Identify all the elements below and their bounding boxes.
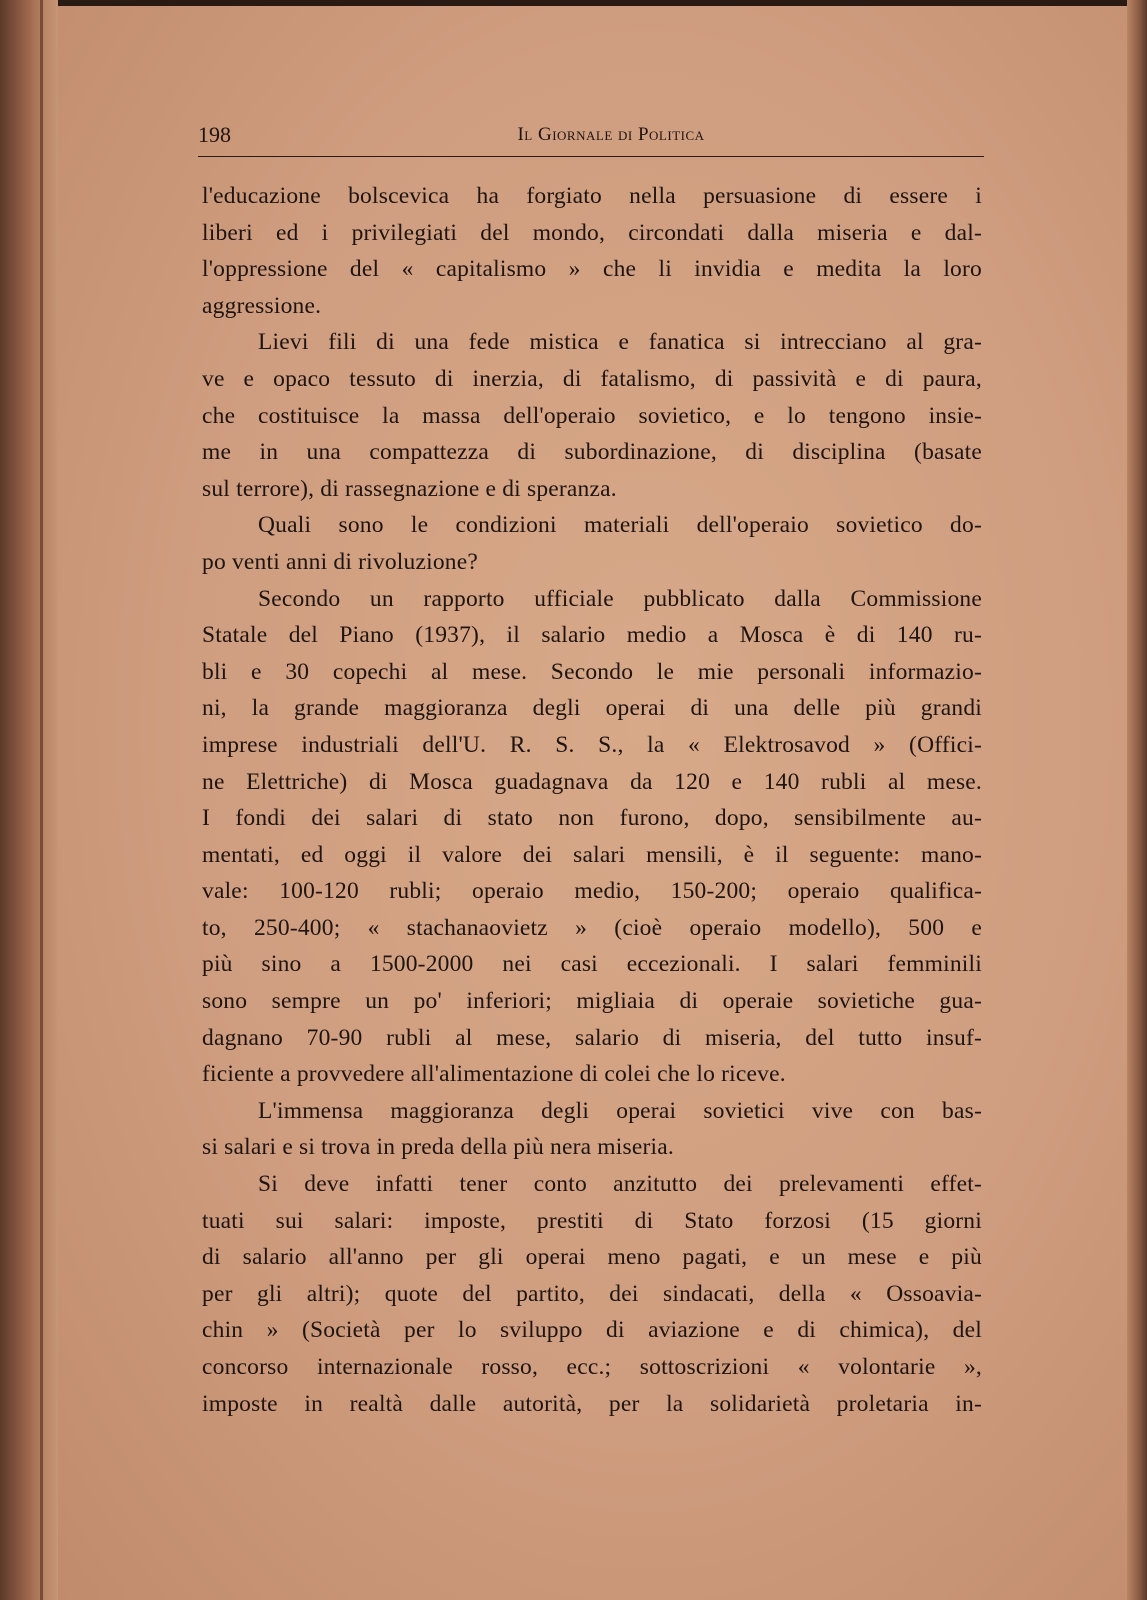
text-line: Statale del Piano (1937), il salario medio a Mosca è di 140 ru- [202,622,982,649]
text-line: si salari e si trova in preda della più nera miseria. [202,1134,674,1161]
text-line: imposte in realtà dalle autorità, per la solidarietà proletaria in- [202,1390,982,1417]
book-binding [0,0,58,1600]
text-line: che costituisce la massa dell'operaio sovietico, e lo tengono insie- [202,402,982,429]
text-line: chin » (Società per lo sviluppo di aviazione e di chimica), del [202,1317,982,1344]
text-line: più sino a 1500-2000 nei casi eccezionali. I salari femminili [202,951,982,978]
journal-title: Il Giornale di Politica [517,124,705,145]
text-line: bli e 30 copechi al mese. Secondo le mie personali informazio- [202,658,982,685]
text-line: ficiente a provvedere all'alimentazione di colei che lo riceve. [202,1061,786,1088]
text-line: vale: 100-120 rubli; operaio medio, 150-200; operaio qualifica- [202,878,982,905]
text-line: Si deve infatti tener conto anzitutto dei prelevamenti effet- [258,1171,982,1198]
text-line: aggressione. [202,292,322,319]
text-line: ni, la grande maggioranza degli operai di una delle più grandi [202,695,982,722]
text-line: ne Elettriche) di Mosca guadagnava da 120 e 140 rubli al mese. [202,768,982,795]
text-line: tuati sui salari: imposte, prestiti di Stato forzosi (15 giorni [202,1207,982,1234]
text-line: sono sempre un po' inferiori; migliaia di operaie sovietiche gua- [202,988,982,1015]
page-number: 198 [198,122,231,147]
running-head [198,120,984,157]
text-line: mentati, ed oggi il valore dei salari mensili, è il seguente: mano- [202,841,982,868]
text-line: imprese industriali dell'U. R. S. S., la « Elektrosavod » (Offici- [202,731,982,758]
text-line: L'immensa maggioranza degli operai sovietici vive con bas- [258,1097,982,1124]
text-line: ve e opaco tessuto di inerzia, di fatalismo, di passività e di paura, [202,365,982,392]
text-line: Lievi fili di una fede mistica e fanatica si intrecciano al gra- [258,329,982,356]
right-page-edge [1127,0,1147,1600]
text-line: di salario all'anno per gli operai meno pagati, e un mese e più [202,1244,982,1271]
binding-fold [40,0,43,1600]
text-line: I fondi dei salari di stato non furono, dopo, sensibilmente au- [202,805,982,832]
text-line: sul terrore), di rassegnazione e di speranza. [202,475,617,502]
text-line: dagnano 70-90 rubli al mese, salario di miseria, del tutto insuf- [202,1024,982,1051]
text-line: per gli altri); quote del partito, dei sindacati, della « Ossoavia- [202,1280,982,1307]
text-line: l'oppressione del « capitalismo » che li invidia e medita la loro [202,256,982,283]
text-line: l'educazione bolscevica ha forgiato nella persuasione di essere i [202,183,982,209]
text-line: Quali sono le condizioni materiali dell'operaio sovietico do- [258,512,982,539]
text-line: concorso internazionale rosso, ecc.; sottoscrizioni « volontarie », [202,1354,982,1380]
text-line: me in una compattezza di subordinazione, di disciplina (basate [202,439,982,466]
body-text [202,178,982,1422]
text-line: to, 250-400; « stachanaovietz » (cioè operaio modello), 500 e [202,914,982,941]
text-line: liberi ed i privilegiati del mondo, circondati dalla miseria e dal- [202,219,982,246]
text-line: po venti anni di rivoluzione? [202,548,478,575]
text-line: Secondo un rapporto ufficiale pubblicato dalla Commissione [258,585,982,612]
